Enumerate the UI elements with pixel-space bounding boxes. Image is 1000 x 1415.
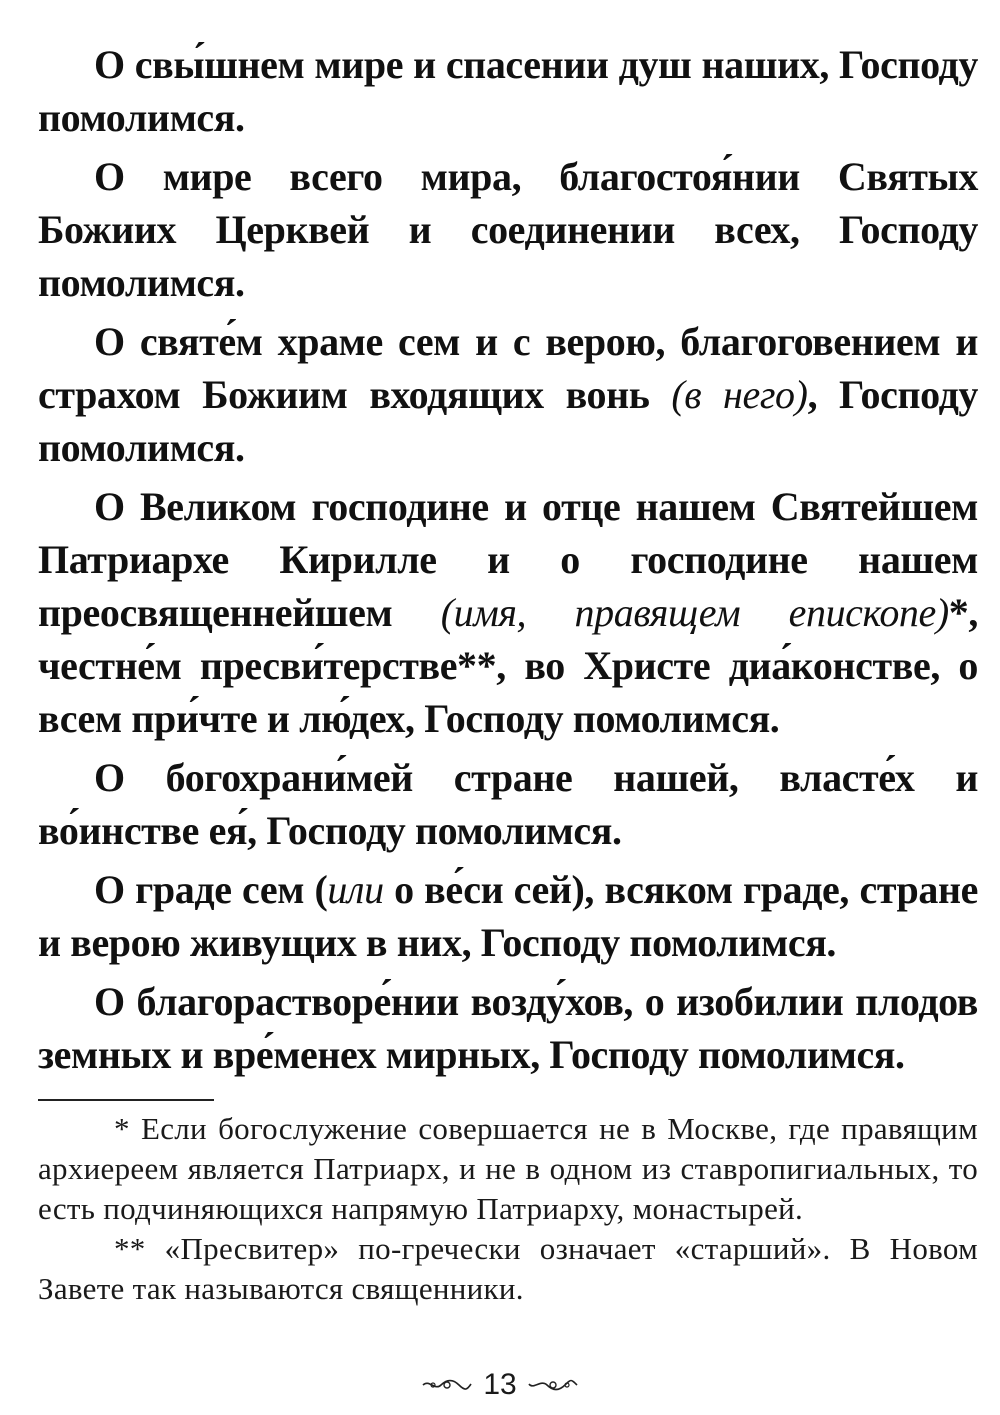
petition-text: о ве́си сей), всяком граде, стране и верою живущих в них, Господу помолимся. xyxy=(38,867,978,965)
footnote-divider xyxy=(38,1099,214,1101)
footnote-2: ** «Пресвитер» по-гречески означает «старший». В Новом Завете так называются священники. xyxy=(38,1231,978,1306)
petition-text: О Великом господине и отце нашем Святейшем Патриархе Кирилле и о господине нашем преосвященнейшем xyxy=(38,484,978,635)
petition-text: О свы́шнем мире и спасении душ наших, Господу помолимся. xyxy=(38,42,978,140)
petition-text: *, честне́м пресви́терстве**, во Христе диа́констве, о всем при́чте и лю́дех, Господу помолимся. xyxy=(38,590,978,741)
petition-text: О мире всего мира, благостоя́нии Святых Божиих Церквей и соединении всех, Господу помолимся. xyxy=(38,154,978,305)
rubric-note: или xyxy=(327,867,384,912)
petition-text: О святе́м храме сем и с верою, благоговением и страхом Божиим входящих вонь xyxy=(38,319,978,417)
footnote-1: * Если богослужение совершается не в Москве, где правящим архиереем является Патриарх, и не в одном из ставропигиальных, то есть подчиняющихся напрямую Патриарху, монастырей. xyxy=(38,1111,978,1226)
rubric-note: (в него) xyxy=(671,372,808,417)
page-number-block xyxy=(0,1366,1000,1403)
petition-text: О граде сем ( xyxy=(94,867,328,912)
page-number: 13 xyxy=(483,1368,517,1402)
petition-peace-from-above xyxy=(38,38,978,144)
petition-text: О благораствоpе́нии возду́хов, о изобилии плодов земных и вре́менех мирных, Господу помолимся. xyxy=(38,979,978,1077)
petition-country xyxy=(38,751,978,857)
right-ornament-icon xyxy=(527,1378,579,1392)
petition-weather xyxy=(38,975,978,1081)
petition-text: О богохрани́мей стране нашей, власте́х и во́инстве ея́, Господу помолимся. xyxy=(38,755,978,853)
left-ornament-icon xyxy=(421,1378,473,1392)
rubric-note: (имя, правящем епископе) xyxy=(440,590,949,635)
petition-patriarch xyxy=(38,480,978,745)
petition-holy-temple xyxy=(38,315,978,474)
petition-city xyxy=(38,863,978,969)
page-body xyxy=(38,38,978,1309)
petition-text: , Господу помолимся. xyxy=(38,372,979,470)
petition-peace-of-world xyxy=(38,150,978,309)
